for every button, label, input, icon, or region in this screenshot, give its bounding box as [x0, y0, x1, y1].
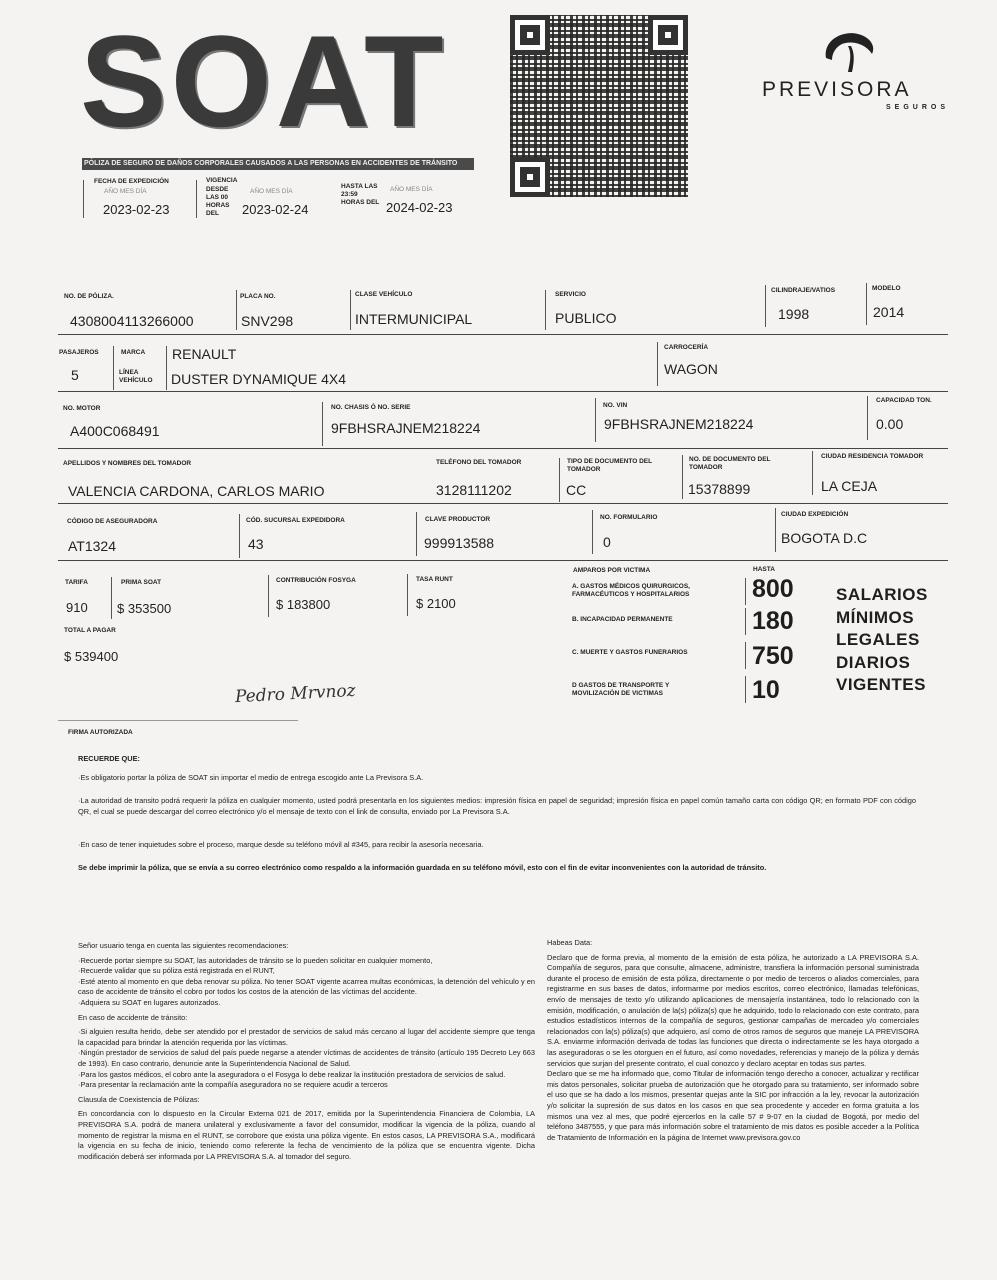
passengers-label: PASAJEROS [59, 349, 99, 356]
motor-label: NO. MOTOR [63, 405, 101, 412]
vin-number: 9FBHSRAJNEM218224 [604, 416, 754, 432]
coverage-value: 180 [752, 607, 794, 635]
chassis-label: NO. CHASIS Ó NO. SERIE [331, 404, 411, 411]
brand-name: PREVISORA [762, 78, 912, 101]
divider [196, 180, 197, 218]
recommendation-item: ·Recuerde validar que su póliza está registrada en el RUNT, [78, 966, 275, 976]
issue-date: 2023-02-23 [103, 202, 170, 217]
producer-key: 999913588 [424, 535, 495, 551]
brand-label: MARCA [121, 349, 146, 356]
doc-type: CC [566, 482, 587, 498]
coverage-item-label: B. INCAPACIDAD PERMANENTE [572, 616, 673, 623]
to-label: HASTA LAS 23:59 HORAS DEL [341, 183, 380, 206]
soat-logo-title: SOAT [80, 8, 448, 154]
plate-number: SNV298 [241, 313, 294, 329]
premium-label: PRIMA SOAT [121, 579, 162, 586]
vehicle-class-label: CLASE VEHÍCULO [355, 291, 413, 298]
recommendations-section [78, 941, 535, 1162]
chassis-number: 9FBHSRAJNEM218224 [331, 420, 481, 436]
remember-item: ·En caso de tener inquietudes sobre el proceso, marque desde su teléfono móvil al #345, para recibir la asesoría necesaria. [78, 840, 484, 849]
issue-date-label: FECHA DE EXPEDICIÓN [94, 178, 169, 185]
rate: 910 [66, 600, 88, 615]
date-parts-label: AÑO MES DÍA [104, 188, 147, 195]
clause-title: Clausula de Coexistencia de Pólizas: [78, 1094, 200, 1104]
remember-title: RECUERDE QUE: [78, 754, 141, 763]
date-parts-label: AÑO MES DÍA [390, 186, 433, 193]
line-label: LÍNEA VEHÍCULO [119, 369, 153, 384]
form-number-label: NO. FORMULARIO [600, 514, 658, 521]
signature-label: FIRMA AUTORIZADA [68, 729, 133, 736]
remember-item: ·La autoridad de transito podrá requerir la póliza en cualquier momento, usted podrá presentarla en los siguientes medios: impresión física en papel de seguridad; impresión física en papel común tamaño carta con código QR; en formato PDF con código QR, el cual se puede descargar del correo electrónico y/o el mensaje de texto con el link de consulta, enviado por La Previsora S.A. [78, 796, 916, 816]
coverage-item-label: A. GASTOS MÉDICOS QUIRURGICOS, FARMACÉUTICOS Y HOSPITALARIOS [572, 583, 690, 598]
accident-item: ·Si alguien resulta herido, debe ser atendido por el prestador de servicios de salud más cercano al lugar del accidente siempre que tenga la capacidad para brindar la atención requerida por las víctimas. [78, 1027, 535, 1047]
policy-subtitle-banner: PÓLIZA DE SEGURO DE DAÑOS CORPORALES CAUSADOS A LAS PERSONAS EN ACCIDENTES DE TRÁNSITO [82, 158, 474, 170]
model-year: 2014 [873, 304, 905, 320]
capacity: 0.00 [876, 416, 904, 432]
plate-label: PLACA NO. [240, 293, 276, 300]
coverage-value: 800 [752, 575, 794, 603]
coverage-title: AMPAROS POR VICTIMA [573, 567, 651, 574]
habeas-data-paragraph: Declaro que de forma previa, al momento de la emisión de esta póliza, he autorizado a LA PREVISORA S.A. Compañía de seguros, para que consulte, almacene, administre, transfiera la información personal suministrada durante el proceso de emisión de esta póliza, directamente o por medio de terceros o aliados comerciales, para registrarme en sus bases de datos, informarme por medios escritos, correo electrónico, llamadas telefónicas, envío de mensajes de texto y/o utilizando aplicaciones de mensajería instantánea, todo lo relacionado con la emisión, modificación, o anulación de la(s) póliza(s) que he adquirido, todo lo relacionado con este contrato, para estudios estadísticos internos de la compañía de seguros, gestionar campañas de mercadeo y/o comerciales relacionados con la(s) póliza(s) que adquiero, así como de otros ramos de seguros que maneje LA PREVISORA S.A. enviarme información derivada de todas las funciones que directa o indirectamente se les haya otorgado a las aseguradoras o se les otorguen en el futuro, así como novedades, referencias y manejo de la póliza y demás servicios que surjan del presente contrato, el cual conozco y declaro aceptar en todas sus partes. [547, 952, 919, 1068]
coverage-unit [836, 584, 928, 697]
service: PUBLICO [555, 310, 617, 326]
passengers: 5 [71, 367, 79, 383]
accident-item: ·Para los gastos médicos, el cobro ante la aseguradora o el Fosyga lo debe realizar la institución prestadora de servicios de salud. [78, 1069, 506, 1079]
insurer-code: AT1324 [68, 538, 116, 554]
habeas-data-title: Habeas Data: [547, 938, 593, 947]
previsora-tree-icon [818, 28, 878, 73]
holder-name: VALENCIA CARDONA, CARLOS MARIO [68, 483, 325, 499]
doc-number: 15378899 [688, 481, 751, 497]
clause-text: En concordancia con lo dispuesto en la Circular Externa 021 de 2017, emitida por la Superintendencia Financiera de Colombia, LA PREVISORA S.A. podrá de manera unilateral y exclusivamente a favor del consumidor, modificar la vigencia de la póliza, cuando al momento de registrar la misma en el RUNT, se corrobore que exista una póliza vigente. En estos casos, LA PREVISORA S.A., modificará la vigencia en su fecha de inicio, teniendo como referente la fecha de vencimiento de la póliza que se encuentra vigente. Dicha modificación deberá ser informada por LA PREVISORA S.A. al tomador del seguro. [78, 1109, 535, 1161]
runt-fee-label: TASA RUNT [416, 576, 453, 583]
vehicle-brand: RENAULT [172, 346, 237, 362]
doc-number-label: NO. DE DOCUMENTO DEL TOMADOR [689, 456, 771, 471]
insurer-code-label: CÓDIGO DE ASEGURADORA [67, 518, 158, 525]
holder-phone: 3128111202 [436, 482, 512, 498]
capacity-label: CAPACIDAD TON. [876, 397, 932, 404]
holder-name-label: APELLIDOS Y NOMBRES DEL TOMADOR [63, 460, 192, 467]
unit-word: MÍNIMOS [836, 607, 915, 627]
runt-fee: $ 2100 [416, 596, 456, 611]
branch-code-label: CÓD. SUCURSAL EXPEDIDORA [246, 517, 345, 524]
coverage-item-label: C. MUERTE Y GASTOS FUNERARIOS [572, 649, 688, 656]
remember-item: ·Es obligatorio portar la póliza de SOAT sin importar el medio de entrega escogido ante La Previsora S.A. [78, 773, 424, 782]
from-label: DESDE LAS 00 HORAS DEL [206, 186, 230, 217]
fosyga-contribution: $ 183800 [276, 597, 331, 612]
displacement: 1998 [778, 306, 810, 322]
branch-code: 43 [248, 536, 264, 552]
recommendations-title: Señor usuario tenga en cuenta las siguientes recomendaciones: [78, 941, 289, 950]
coverage-value: 750 [752, 642, 794, 670]
accident-item: ·Para presentar la reclamación ante la compañía aseguradora no se requiere acudir a terceros [78, 1080, 388, 1090]
rate-label: TARIFA [65, 579, 88, 586]
holder-phone-label: TELÉFONO DEL TOMADOR [436, 459, 522, 466]
coverage-item-label: D GASTOS DE TRANSPORTE Y MOVILIZACIÓN DE VICTIMAS [572, 682, 670, 697]
doc-type-label: TIPO DE DOCUMENTO DEL TOMADOR [567, 458, 652, 473]
form-number: 0 [603, 534, 611, 550]
accident-item: ·Ningún prestador de servicios de salud del país puede negarse a atender víctimas de accidentes de tránsito (artículo 195 Decreto Ley 663 de 1993). En caso contrario, denuncie ante la Superintendencia Nacional de Salud. [78, 1048, 535, 1068]
policy-number: 4308004113266000 [70, 313, 194, 329]
date-parts-label: AÑO MES DÍA [250, 188, 293, 195]
unit-word: DIARIOS [836, 652, 911, 672]
total-amount: $ 539400 [64, 649, 119, 664]
divider [83, 180, 84, 218]
coverage-limit-label: HASTA [753, 566, 775, 573]
unit-word: LEGALES [836, 630, 920, 649]
validity-label: VIGENCIA [206, 177, 238, 184]
unit-word: VIGENTES [836, 675, 926, 694]
holder-city-label: CIUDAD RESIDENCIA TOMADOR [821, 453, 924, 460]
vehicle-line: DUSTER DYNAMIQUE 4X4 [171, 371, 347, 387]
model-label: MODELO [872, 285, 901, 292]
to-date: 2024-02-23 [386, 200, 453, 215]
vin-label: NO. VIN [603, 402, 628, 409]
holder-city: LA CEJA [821, 478, 878, 494]
unit-word: SALARIOS [836, 585, 928, 604]
total-label: TOTAL A PAGAR [64, 627, 116, 634]
remember-item: Se debe imprimir la póliza, que se envía a su correo electrónico como respaldo a la información guardada en su teléfono móvil, esto con el fin de evitar inconvenientes con la autoridad de tránsito. [78, 863, 767, 872]
coverage-value: 10 [752, 676, 780, 704]
vehicle-class: INTERMUNICIPAL [355, 311, 473, 327]
motor-number: A400C068491 [70, 423, 160, 439]
service-label: SERVICIO [555, 291, 586, 298]
recommendation-item: ·Recuerde portar siempre su SOAT, las autoridades de tránsito se lo pueden solicitar en cualquier momento, [78, 955, 433, 965]
producer-key-label: CLAVE PRODUCTOR [425, 516, 491, 523]
brand-subtitle: SEGUROS [886, 104, 950, 111]
policy-number-label: NO. DE PÓLIZA. [64, 293, 114, 300]
recommendation-item: ·Adquiera su SOAT en lugares autorizados. [78, 997, 221, 1007]
habeas-data-section [547, 938, 919, 1143]
qr-code [510, 15, 688, 197]
recommendation-item: ·Esté atento al momento en que deba renovar su póliza. No tener SOAT vigente acarrea multas económicas, la detención del vehículo y en caso de accidente de tránsito el cobro por todos los costos de la atención de las víctimas del accidente. [78, 976, 535, 997]
displacement-label: CILINDRAJE/VATIOS [771, 287, 836, 294]
authorized-signature: Pedro Mrvnoz [234, 680, 357, 708]
body-type: WAGON [664, 361, 718, 377]
premium: $ 353500 [117, 601, 172, 616]
body-type-label: CARROCERÍA [664, 344, 709, 351]
issue-city: BOGOTA D.C [781, 530, 868, 546]
accident-title: En caso de accidente de tránsito: [78, 1012, 188, 1022]
issue-city-label: CIUDAD EXPEDICIÓN [781, 511, 849, 518]
fosyga-label: CONTRIBUCIÓN FOSYGA [276, 577, 356, 584]
from-date: 2023-02-24 [242, 202, 309, 217]
habeas-data-paragraph: Declaro que se me ha informado que, como Titular de información tengo derecho a conocer, actualizar y rectificar mis datos personales, solicitar prueba de autorización que he otorgado para su tratamiento, ser informado sobre el uso que se ha dado a los mismos, presentar quejas ante la SIC por infracción a la ley, revocar la autorización y/o solicitar la supresión de sus datos en los casos en que sea procedente y acceder en forma gratuita a los mismos una vez al mes, que podré ejercerlos en la calle 57 # 9-07 en la ciudad de Bogotá, por medio del teléfono 3487555, y que para más información sobre el tratamiento de mis datos es posible acceder a la Política de Tratamiento de Información en la página de Internet www.previsora.gov.co [547, 1069, 919, 1142]
